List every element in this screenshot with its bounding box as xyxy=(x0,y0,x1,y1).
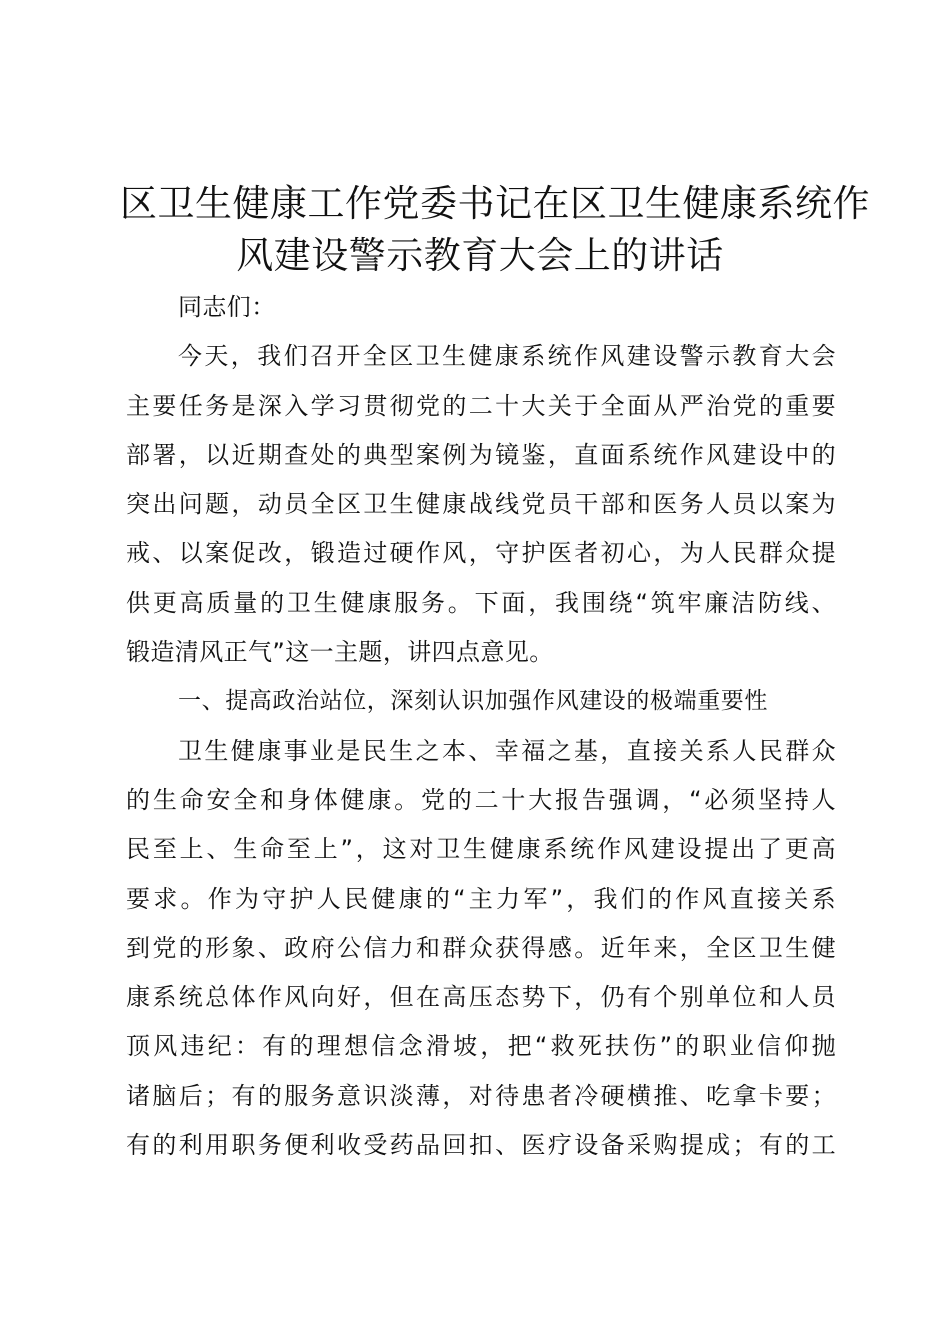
paragraph-line: 主要任务是深入学习贯彻党的二十大关于全面从严治党的重要 xyxy=(126,391,836,420)
paragraph-line: 卫生健康事业是民生之本、幸福之基，直接关系人民群众 xyxy=(178,736,836,765)
paragraph-line: 的生命安全和身体健康。党的二十大报告强调，“必须坚持人 xyxy=(126,785,836,814)
paragraph-line: 供更高质量的卫生健康服务。下面，我围绕“筑牢廉洁防线、 xyxy=(126,588,836,617)
paragraph-line: 有的利用职务便利收受药品回扣、医疗设备采购提成；有的工 xyxy=(126,1131,836,1160)
paragraph-line: 部署，以近期查处的典型案例为镜鉴，直面系统作风建设中的 xyxy=(126,440,836,469)
paragraph-line: 要求。作为守护人民健康的“主力军”，我们的作风直接关系 xyxy=(126,884,836,913)
paragraph-line: 戒、以案促改，锻造过硬作风，守护医者初心，为人民群众提 xyxy=(126,539,836,568)
document-title xyxy=(120,178,870,282)
document-body xyxy=(126,283,836,1170)
paragraph-line: 民至上、生命至上”，这对卫生健康系统作风建设提出了更高 xyxy=(126,835,836,864)
paragraph-line: 今天，我们召开全区卫生健康系统作风建设警示教育大会 xyxy=(178,342,836,371)
salutation: 同志们： xyxy=(178,293,276,321)
paragraph-line: 到党的形象、政府公信力和群众获得感。近年来，全区卫生健 xyxy=(126,933,836,962)
paragraph-line: 顶风违纪：有的理想信念滑坡，把“救死扶伤”的职业信仰抛 xyxy=(126,1032,836,1061)
paragraph-line: 锻造清风正气”这一主题，讲四点意见。 xyxy=(126,638,554,667)
section-heading: 一、提高政治站位，深刻认识加强作风建设的极端重要性 xyxy=(178,688,768,715)
paragraph-line: 康系统总体作风向好，但在高压态势下，仍有个别单位和人员 xyxy=(126,983,836,1012)
title-line-2: 风建设警示教育大会上的讲话 xyxy=(236,234,724,277)
paragraph-line: 突出问题，动员全区卫生健康战线党员干部和医务人员以案为 xyxy=(126,490,836,519)
title-line-1: 区卫生健康工作党委书记在区卫生健康系统作 xyxy=(120,182,870,225)
paragraph-line: 诸脑后；有的服务意识淡薄，对待患者冷硬横推、吃拿卡要； xyxy=(126,1081,836,1110)
